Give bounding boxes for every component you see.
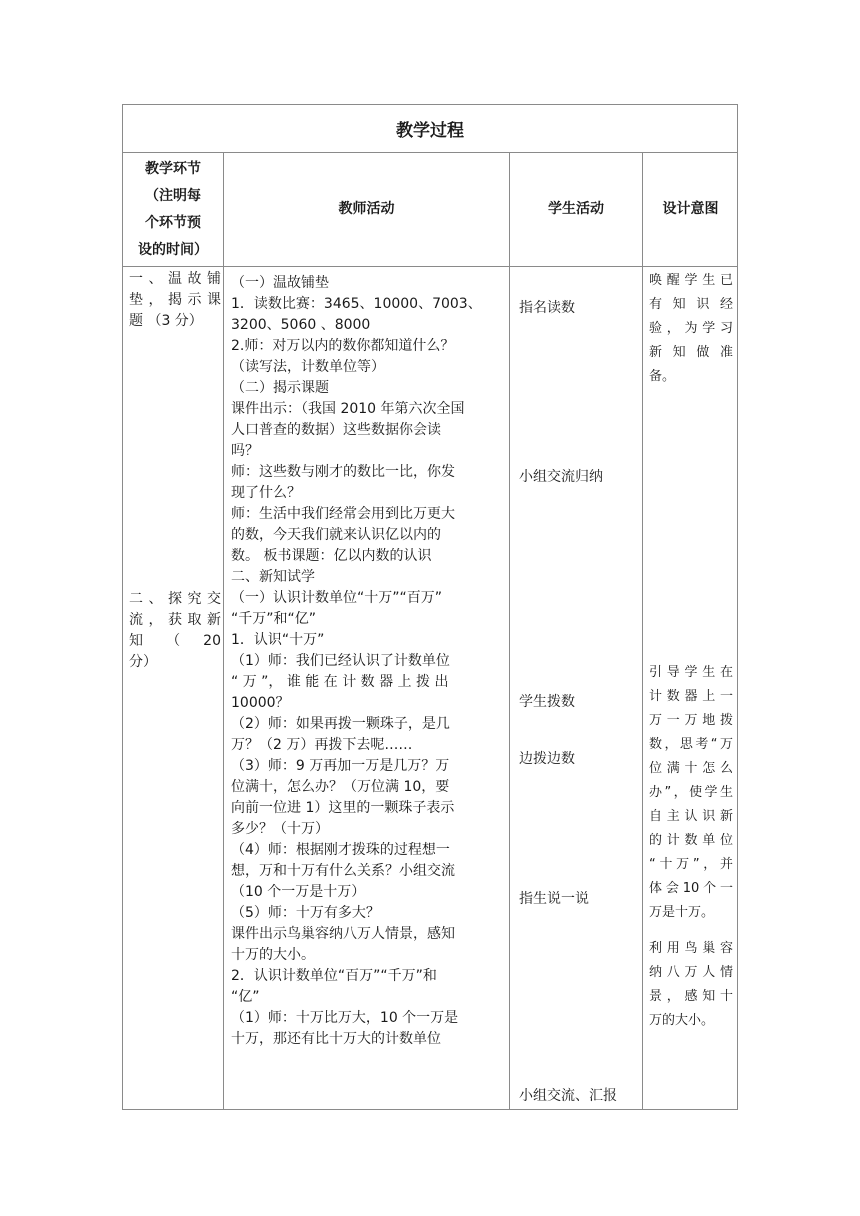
design-intent-2 — [649, 661, 733, 925]
header-divider — [123, 266, 737, 267]
intent-line: 备。 — [649, 369, 676, 384]
intent-line: 体会10个一 — [649, 881, 733, 896]
table-title: 教学过程 — [396, 121, 464, 141]
teacher-line: 万？（2 万）再拨下去呢…… — [231, 737, 413, 753]
intent-line: 验，为学习 — [649, 321, 733, 336]
header-stage-line: 个环节预 — [145, 214, 201, 231]
intent-line: 有 知 识 经 — [649, 297, 733, 312]
teacher-line: “亿” — [231, 989, 260, 1005]
teacher-line: 吗？ — [231, 443, 259, 459]
student-activity: 指生说一说 — [519, 891, 589, 907]
intent-line: 新 知 做 准 — [649, 345, 733, 360]
teacher-line: 3200、5060 、8000 — [231, 317, 371, 333]
header-stage — [123, 153, 223, 266]
design-intent-1 — [649, 269, 733, 389]
stage-line: 流，获取新 — [129, 612, 221, 628]
teacher-line: 课件出示鸟巢容纳八万人情景，感知 — [231, 926, 455, 942]
intent-line: 利用鸟巢容 — [649, 941, 733, 956]
teacher-line: 2．认识计数单位“百万”“千万”和 — [231, 968, 437, 984]
teacher-line: （10 个一万是十万） — [231, 884, 366, 900]
teacher-line: （二）揭示课题 — [231, 380, 329, 396]
teacher-line: 二、新知试学 — [231, 569, 315, 585]
header-intent: 设计意图 — [662, 201, 719, 217]
stage-2 — [129, 589, 221, 673]
intent-line: 位满十怎么 — [649, 761, 733, 776]
teacher-line: 向前一位进 1）这里的一颗珠子表示 — [231, 800, 455, 816]
intent-line: 引导学生在 — [649, 665, 733, 680]
teacher-line: 10000？ — [231, 695, 290, 711]
student-activity: 边拨边数 — [519, 751, 575, 767]
teacher-line: 十万，那还有比十万大的计数单位 — [231, 1031, 441, 1047]
intent-line: 计数器上一 — [649, 689, 733, 704]
teacher-line: （1）师：十万比万大，10 个一万是 — [231, 1010, 459, 1026]
intent-line: 纳八万人情 — [649, 965, 733, 980]
teacher-line: 师：这些数与刚才的数比一比，你发 — [231, 464, 455, 480]
teacher-line: （5）师：十万有多大？ — [231, 905, 380, 921]
column-divider — [509, 152, 510, 1109]
teacher-line: 数。 板书课题：亿以内数的认识 — [231, 548, 432, 564]
stage-line: 垫，揭示课 — [129, 292, 221, 308]
student-activity: 指名读数 — [519, 300, 575, 316]
intent-line: 自主认识新 — [649, 809, 733, 824]
intent-line: 唤醒学生已 — [649, 273, 733, 288]
intent-line: “十万”，并 — [649, 857, 733, 872]
teaching-process-table — [122, 104, 738, 1110]
intent-line: 景，感知十 — [649, 989, 733, 1004]
student-activity: 小组交流、汇报 — [519, 1088, 617, 1104]
teacher-line: 现了什么？ — [231, 485, 301, 501]
stage-line: 分） — [129, 654, 157, 670]
teacher-line: 的数，今天我们就来认识亿以内的 — [231, 527, 441, 543]
header-stage-line: 设的时间） — [138, 241, 208, 258]
design-intent-3 — [649, 937, 733, 1033]
teacher-line: 师：生活中我们经常会用到比万更大 — [231, 506, 455, 522]
teacher-activity-text — [231, 273, 503, 1050]
stage-line: 二、探究交 — [129, 591, 221, 607]
teacher-line: 多少？（十万） — [231, 821, 329, 837]
intent-line: 万是十万。 — [649, 905, 715, 920]
header-teacher: 教师活动 — [338, 201, 395, 217]
column-divider — [642, 152, 643, 1109]
header-stage-line: （注明每 — [145, 187, 201, 204]
teacher-line: （2）师：如果再拨一颗珠子，是几 — [231, 716, 450, 732]
teacher-line: 位满十，怎么办？（万位满 10，要 — [231, 779, 450, 795]
intent-line: 万的大小。 — [649, 1013, 715, 1028]
intent-line: 数，思考“万 — [649, 737, 733, 752]
teacher-line: 课件出示：（我国 2010 年第六次全国 — [231, 401, 465, 417]
teacher-line: 1．读数比赛：3465、10000、7003、 — [231, 296, 482, 312]
teacher-line: 人口普查的数据）这些数据你会读 — [231, 422, 441, 438]
column-divider — [223, 152, 224, 1109]
stage-line: 一、温故铺 — [129, 271, 221, 287]
student-activity: 学生拨数 — [519, 694, 575, 710]
teacher-line: （3）师：9 万再加一万是几万？万 — [231, 758, 450, 774]
teacher-line: （一）认识计数单位“十万”“百万” — [231, 590, 443, 606]
teacher-line: （4）师：根据刚才拨珠的过程想一 — [231, 842, 450, 858]
intent-line: 万一万地拨 — [649, 713, 733, 728]
teacher-line: “千万”和“亿” — [231, 611, 317, 627]
intent-line: 的计数单位 — [649, 833, 733, 848]
header-student: 学生活动 — [548, 201, 604, 217]
teacher-line: 2.师：对万以内的数你都知道什么？ — [231, 338, 455, 354]
stage-line: 知 （ 20 — [129, 633, 221, 649]
teacher-line: 1．认识“十万” — [231, 632, 325, 648]
stage-line: 题 （3 分） — [129, 313, 203, 329]
teacher-line: （读写法，计数单位等） — [231, 359, 385, 375]
teacher-line: 想，万和十万有什么关系？小组交流 — [231, 863, 455, 879]
teacher-line: （一）温故铺垫 — [231, 275, 329, 291]
student-activity: 小组交流归纳 — [519, 469, 603, 485]
intent-line: 办”，使学生 — [649, 785, 733, 800]
teacher-line: “ 万 ”， 谁 能 在 计 数 器 上 拨 出 — [231, 674, 449, 690]
header-stage-line: 教学环节 — [145, 160, 201, 177]
teacher-line: 十万的大小。 — [231, 947, 315, 963]
teacher-line: （1）师：我们已经认识了计数单位 — [231, 653, 450, 669]
stage-1 — [129, 269, 221, 332]
